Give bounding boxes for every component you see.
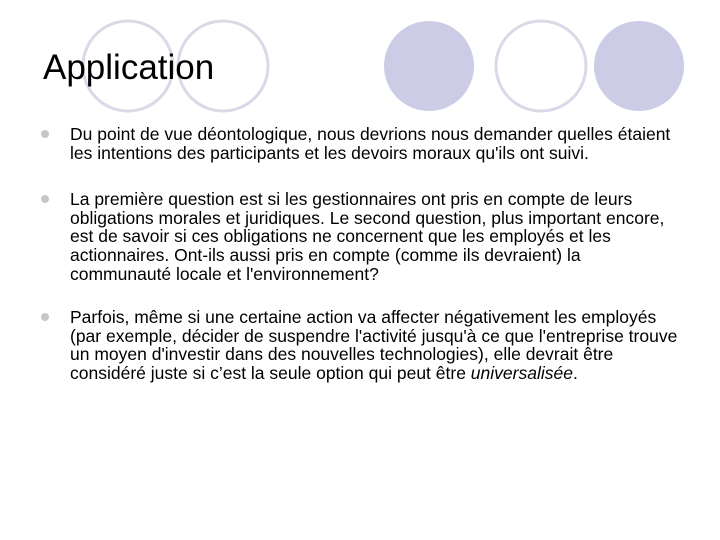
bullet-text-3-after: . xyxy=(572,362,578,383)
decor-circle-filled-2 xyxy=(594,21,684,111)
bullet-item-3 xyxy=(40,308,680,382)
bullet-item-1 xyxy=(40,125,680,162)
bullet-dot-icon xyxy=(41,313,49,321)
bullet-dot-icon xyxy=(41,130,49,138)
bullet-list xyxy=(40,125,680,405)
bullet-text-3-emphasis: universalisée xyxy=(470,362,573,383)
bullet-text-2: La première question est si les gestionnaires ont pris en compte de leurs obligations morales et juridiques. Le second question, plus important encore, est de savoir si ces obligations ne concernent que les employés et les actionnaires. Ont-ils aussi pris en compte (comme ils devraient) la communauté locale et l'environnement? xyxy=(70,189,665,284)
bullet-text-1: Du point de vue déontologique, nous devrions nous demander quelles étaient les intentions des participants et les devoirs moraux qu'ils ont suivi. xyxy=(70,124,671,163)
bullet-text-3-before: Parfois, même si une certaine action va affecter négativement les employés (par exemple, décider de suspendre l'activité jusqu'à ce que l'entreprise trouve un moyen d'investir dans des nouvelles technologies), elle devrait être considéré juste si c’est la seule option qui peut être xyxy=(70,307,678,383)
decor-circle-filled-1 xyxy=(384,21,474,111)
decor-circle-ring-3 xyxy=(496,21,586,111)
bullet-item-2 xyxy=(40,190,680,283)
slide-title: Application xyxy=(43,48,215,87)
bullet-dot-icon xyxy=(41,195,49,203)
